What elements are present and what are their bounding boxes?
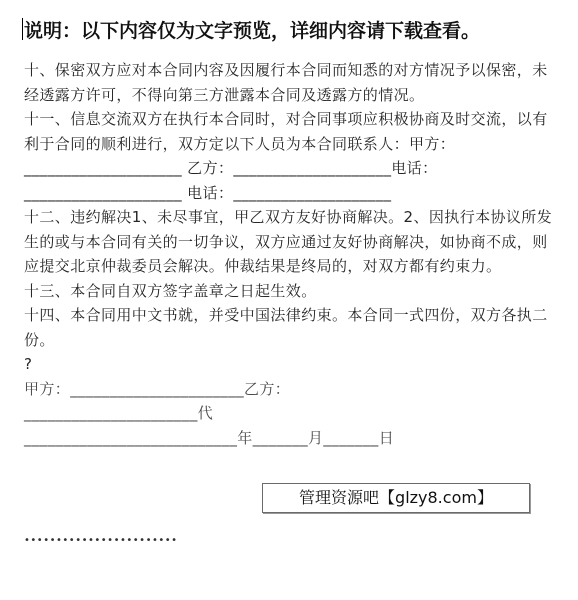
dotted-separator: •••••••••••••••••••••••• [24,535,178,546]
text-cursor [22,18,23,40]
document-body [24,58,554,450]
signature-date: ___________________________年_______月_______日 [24,428,395,447]
clause-13: 十三、本合同自双方签字盖章之日起生效。 [24,281,317,300]
site-watermark: 管理资源吧【glzy8.com】 [262,483,530,513]
clause-14: 十四、本合同用中文书就，并受中国法律约束。本合同一式四份，双方各执二份。 [24,306,548,349]
clause-11: 十一、信息交流双方在执行本合同时，对合同事项应积极协商及时交流，以有利于合同的顺利进行，双方定以下人员为本合同联系人：甲方：____________________ 乙方：____________________电话：____________________ 电话：____________________ [24,110,548,202]
signature-parties: 甲方：______________________乙方： [24,379,291,398]
preview-notice [24,16,564,43]
clause-12: 十二、违约解决1、未尽事宜，甲乙双方友好协商解决。2、因执行本协议所发生的或与本合同有关的一切争议，双方应通过友好协商解决，如协商不成，则应提交北京仲裁委员会解决。仲裁结果是终局的，对双方都有约束力。 [24,208,553,275]
preview-notice-text: 说明：以下内容仅为文字预览，详细内容请下载查看。 [24,20,481,42]
clause-10: 十、保密双方应对本合同内容及因履行本合同而知悉的对方情况予以保密，未经透露方许可，不得向第三方泄露本合同及透露方的情况。 [24,61,548,104]
unknown-char: ? [24,355,33,373]
signature-representative: ______________________代 [24,404,214,422]
